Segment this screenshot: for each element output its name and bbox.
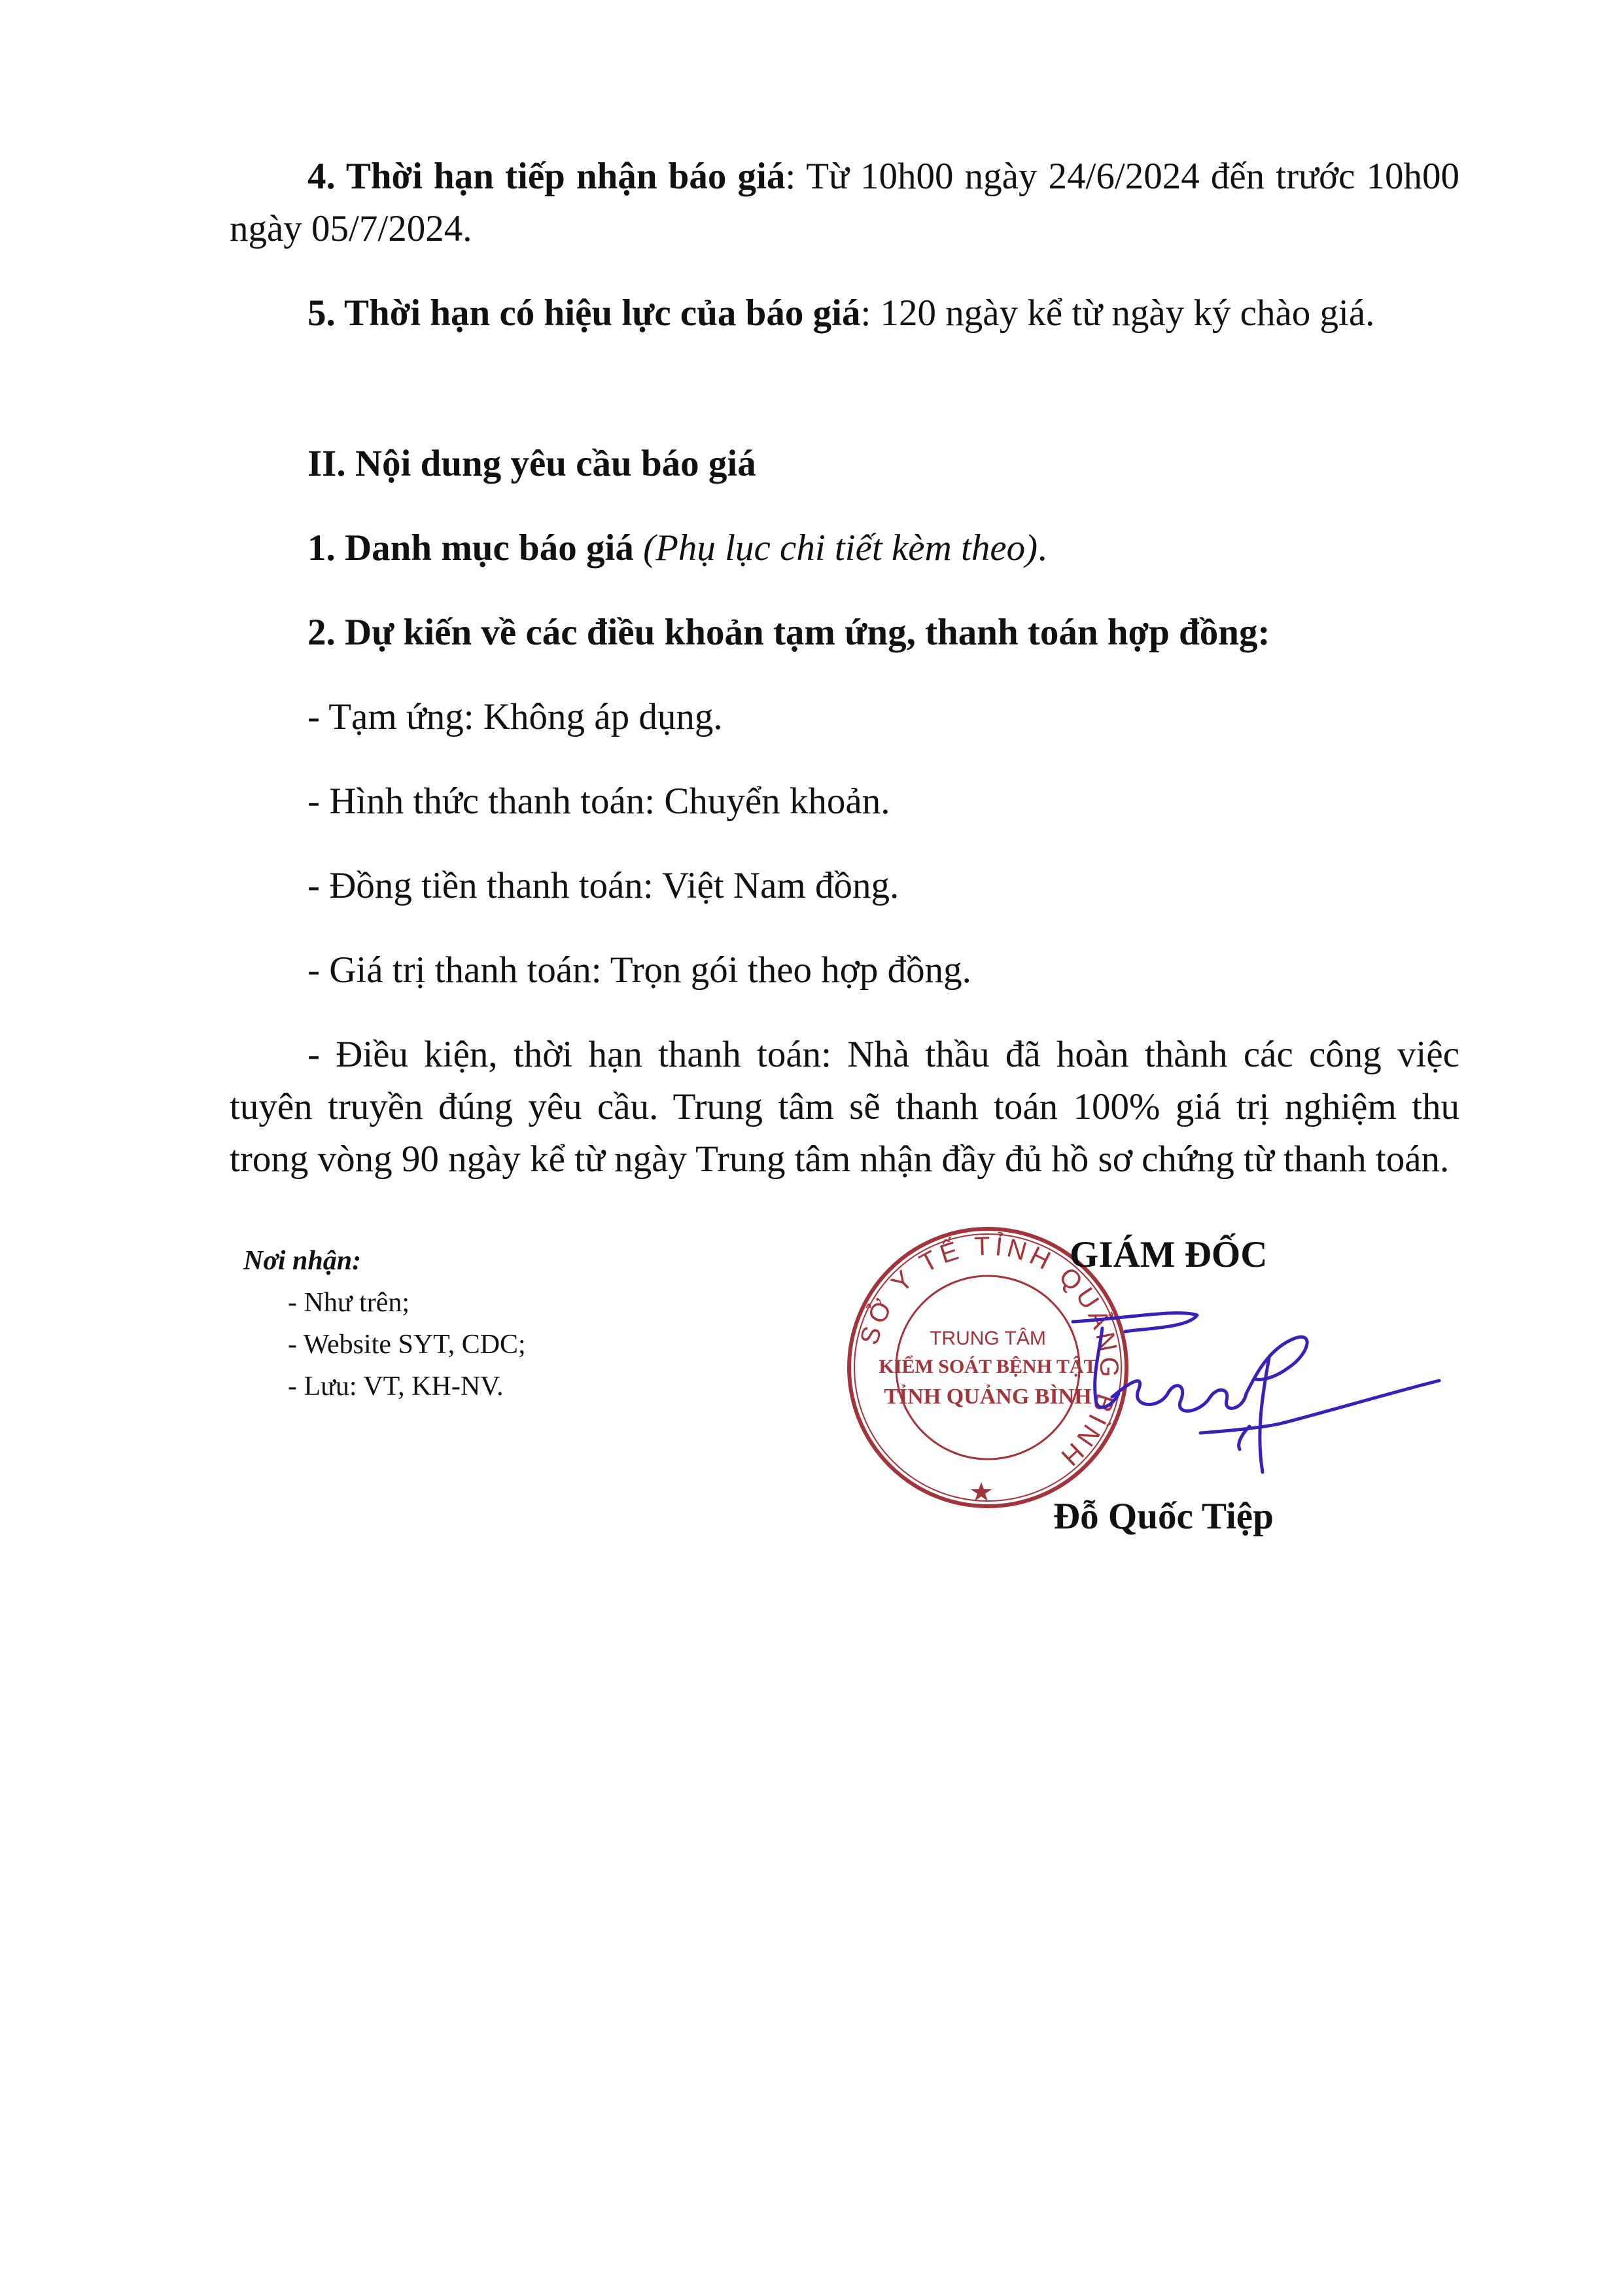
svg-text:TỈNH QUẢNG BÌNH: TỈNH QUẢNG BÌNH xyxy=(884,1385,1092,1409)
quote-receipt-deadline-label: 4. Thời hạn tiếp nhận báo giá xyxy=(307,156,786,197)
recipients-block xyxy=(243,1240,526,1407)
bullet-payment-value: - Giá trị thanh toán: Trọn gói theo hợp đồng. xyxy=(307,949,971,991)
signature-title: GIÁM ĐỐC xyxy=(1070,1234,1268,1275)
recipients-title: Nơi nhận: xyxy=(243,1246,362,1276)
bullet-advance-payment: - Tạm ứng: Không áp dụng. xyxy=(307,696,723,737)
quote-validity-period xyxy=(230,287,1459,340)
recipient-item: - Website SYT, CDC; xyxy=(288,1330,526,1360)
bullet-payment-method: - Hình thức thanh toán: Chuyển khoản. xyxy=(307,781,890,822)
quote-receipt-deadline-text: : Từ 10h00 ngày 24/6/2024 đến trước 10h00 ngày 05/7/2024. xyxy=(230,156,1459,249)
quote-list-end: . xyxy=(1038,527,1047,569)
handwritten-signature xyxy=(1047,1302,1465,1511)
quote-list-note: (Phụ lục chi tiết kèm theo) xyxy=(643,527,1038,569)
recipient-item: - Như trên; xyxy=(288,1288,410,1318)
payment-terms-heading: 2. Dự kiến về các điều khoản tạm ứng, thanh toán hợp đồng: xyxy=(307,612,1270,653)
section-heading-quote-requirements: II. Nội dung yêu cầu báo giá xyxy=(307,443,756,484)
svg-text:KIỂM SOÁT BỆNH TẬT: KIỂM SOÁT BỆNH TẬT xyxy=(879,1356,1097,1377)
bullet-payment-currency: - Đồng tiền thanh toán: Việt Nam đồng. xyxy=(307,865,899,906)
svg-text:SỞ Y TẾ TỈNH QUẢNG BÌNH: SỞ Y TẾ TỈNH QUẢNG BÌNH xyxy=(854,1231,1124,1474)
quote-validity-label: 5. Thời hạn có hiệu lực của báo giá xyxy=(307,292,861,334)
bullet-payment-conditions: - Điều kiện, thời hạn thanh toán: Nhà thầu đã hoàn thành các công việc tuyên truyền đúng yêu cầu. Trung tâm sẽ thanh toán 100% giá trị nghiệm thu trong vòng 90 ngày kể từ ngày Trung tâm nhận đầy đủ hồ sơ chứng từ thanh toán. xyxy=(230,1034,1459,1180)
recipient-item: - Lưu: VT, KH-NV. xyxy=(288,1371,504,1402)
quote-validity-text: : 120 ngày kể từ ngày ký chào giá. xyxy=(860,292,1375,334)
quote-receipt-deadline xyxy=(230,150,1459,255)
signer-name: Đỗ Quốc Tiệp xyxy=(1053,1496,1274,1537)
document-body xyxy=(230,150,1459,1186)
quote-list-item xyxy=(230,522,1459,574)
quote-list-label: 1. Danh mục báo giá xyxy=(307,527,634,569)
svg-text:TRUNG TÂM: TRUNG TÂM xyxy=(930,1328,1046,1349)
